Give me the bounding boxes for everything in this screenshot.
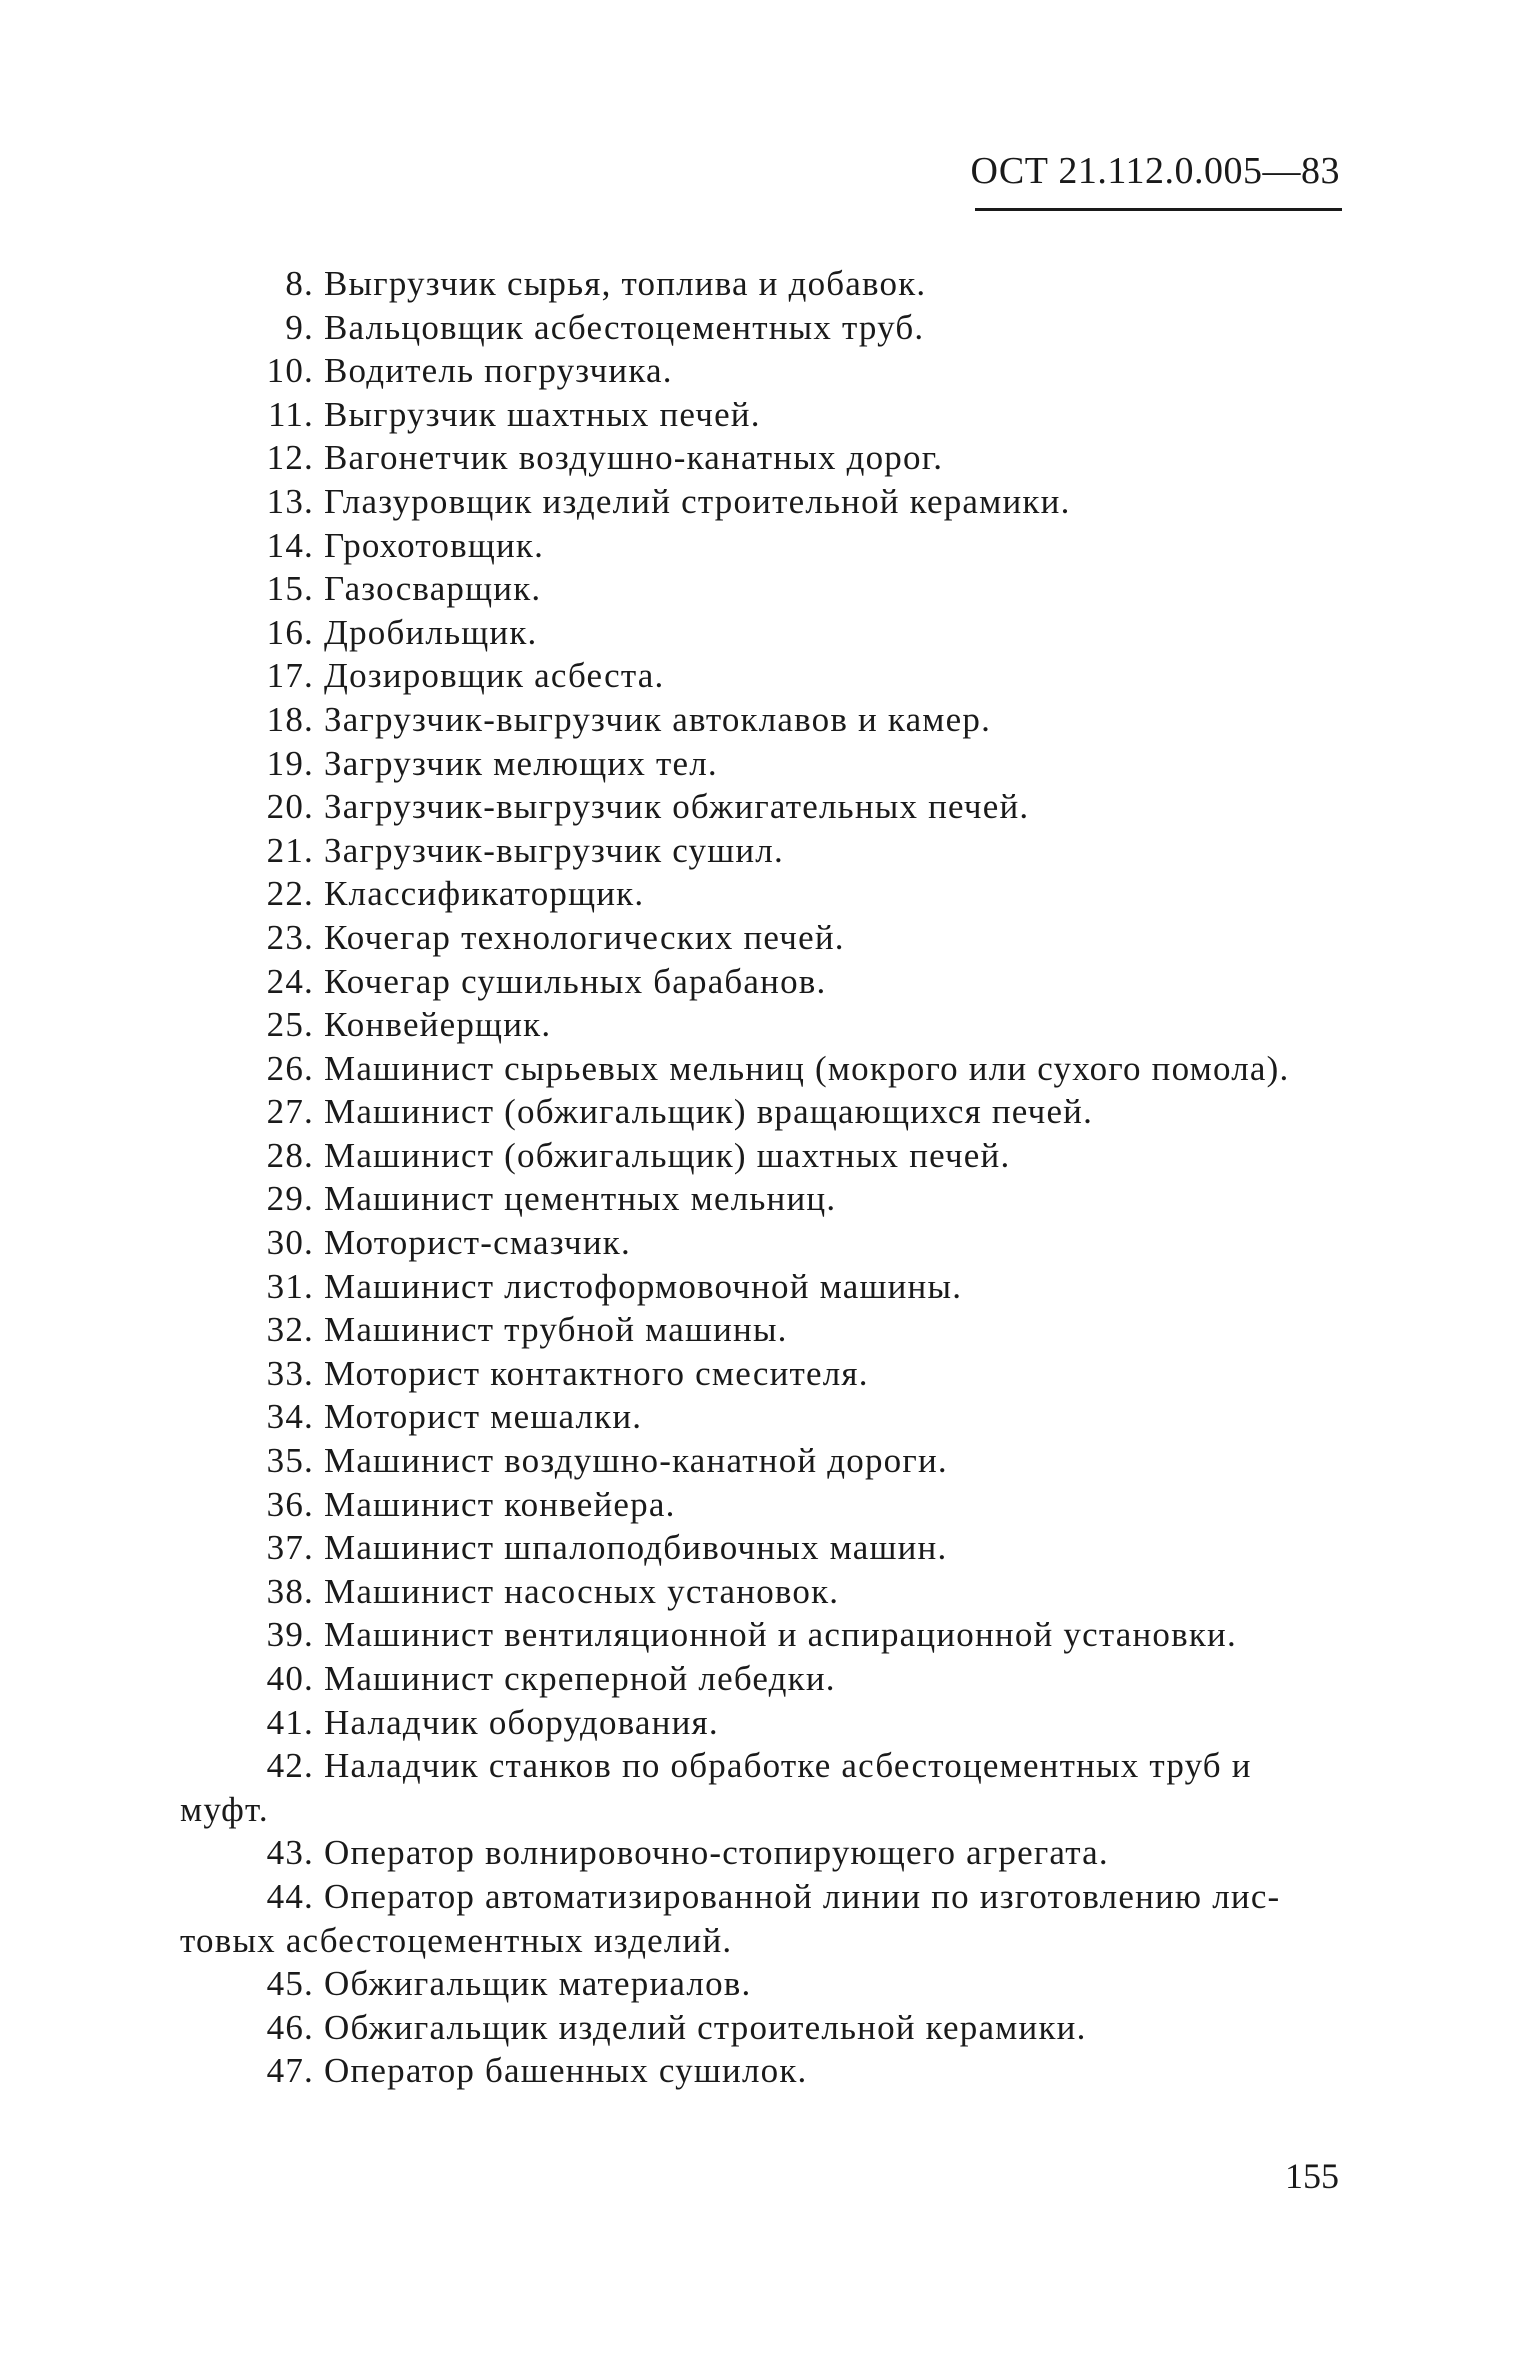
item-number: 15.	[266, 569, 314, 609]
item-text: Глазуровщик изделий строительной керамики.	[324, 481, 1071, 521]
item-number: 45.	[266, 1964, 314, 2004]
item-text: Машинист конвейера.	[324, 1484, 676, 1524]
item-text: Наладчик станков по обработке асбестоцементных труб и	[324, 1746, 1252, 1786]
item-number: 47.	[266, 2051, 314, 2091]
item-number: 40.	[266, 1659, 314, 1698]
item-number: 32.	[266, 1310, 314, 1350]
item-text: Газосварщик.	[324, 569, 542, 609]
item-text: Кочегар технологических печей.	[324, 917, 845, 957]
profession-list	[0, 262, 1535, 2093]
list-item	[0, 1090, 1535, 1134]
item-text: Машинист (обжигальщик) вращающихся печей.	[324, 1092, 1094, 1132]
item-text: Моторист контактного смесителя.	[324, 1353, 869, 1393]
list-item	[0, 1962, 1535, 2006]
item-text: Машинист (обжигальщик) шахтных печей.	[324, 1135, 1011, 1175]
list-item-continuation: товых асбестоцементных изделий.	[180, 1920, 733, 1960]
item-number: 29.	[266, 1179, 314, 1219]
list-item	[0, 1047, 1535, 1091]
item-text: Оператор волнировочно-стопирующего агрегата.	[324, 1833, 1109, 1873]
item-text: Грохотовщик.	[324, 525, 545, 565]
list-item	[0, 698, 1535, 742]
item-number: 27.	[266, 1092, 314, 1132]
item-text: Загрузчик мелющих тел.	[324, 743, 718, 783]
item-number: 21.	[266, 830, 314, 870]
item-number: 46.	[266, 2007, 314, 2047]
item-text: Оператор автоматизированной линии по изготовлению лис-	[324, 1876, 1281, 1916]
item-number: 10.	[266, 351, 314, 391]
item-number: 39.	[266, 1615, 314, 1655]
item-number: 26.	[266, 1048, 314, 1088]
item-number: 17.	[266, 656, 314, 696]
list-item	[0, 1701, 1535, 1745]
item-number: 25.	[266, 1005, 314, 1045]
list-item	[0, 1744, 1535, 1788]
item-text: Обжигальщик изделий строительной керамики.	[324, 2007, 1087, 2047]
list-item	[0, 654, 1535, 698]
item-number: 30.	[266, 1223, 314, 1263]
item-text: Дробильщик.	[324, 612, 538, 652]
item-number: 9.	[285, 307, 314, 347]
item-number: 43.	[266, 1833, 314, 1873]
item-number: 35.	[266, 1441, 314, 1481]
item-text: Машинист листоформовочной машины.	[324, 1266, 963, 1306]
item-text: Наладчик оборудования.	[324, 1702, 719, 1742]
item-number: 31.	[266, 1266, 314, 1306]
item-number: 13.	[266, 481, 314, 521]
list-item	[0, 2049, 1535, 2093]
list-item	[0, 960, 1535, 1004]
item-number: 33.	[266, 1353, 314, 1393]
item-text: Машинист трубной машины.	[324, 1310, 788, 1350]
item-text: Выгрузчик сырья, топлива и добавок.	[324, 264, 927, 303]
list-item	[0, 1134, 1535, 1178]
item-number: 23.	[266, 917, 314, 957]
item-number: 14.	[266, 525, 314, 565]
item-text: Дозировщик асбеста.	[324, 656, 665, 696]
item-number: 24.	[266, 961, 314, 1001]
list-item	[0, 916, 1535, 960]
list-item	[0, 1483, 1535, 1527]
item-text: Машинист цементных мельниц.	[324, 1179, 837, 1219]
list-item	[0, 1439, 1535, 1483]
item-number: 20.	[266, 787, 314, 827]
item-text: Загрузчик-выгрузчик обжигательных печей.	[324, 787, 1030, 827]
item-text: Вагонетчик воздушно-канатных дорог.	[324, 438, 944, 478]
list-item	[0, 1395, 1535, 1439]
item-text: Водитель погрузчика.	[324, 351, 673, 391]
item-text: Кочегар сушильных барабанов.	[324, 961, 827, 1001]
item-number: 41.	[266, 1702, 314, 1742]
item-number: 18.	[266, 699, 314, 739]
list-item	[0, 1177, 1535, 1221]
list-item	[0, 306, 1535, 350]
list-item	[0, 1221, 1535, 1265]
list-item	[0, 393, 1535, 437]
item-text: Моторист-смазчик.	[324, 1223, 631, 1263]
header-underline	[975, 208, 1342, 211]
item-number: 11.	[267, 394, 314, 434]
list-item	[0, 567, 1535, 611]
item-text: Машинист шпалоподбивочных машин.	[324, 1528, 948, 1568]
item-number: 42.	[266, 1746, 314, 1786]
item-number: 36.	[266, 1484, 314, 1524]
list-item	[0, 1657, 1535, 1701]
item-text: Машинист воздушно-канатной дороги.	[324, 1441, 948, 1481]
list-item	[0, 2006, 1535, 2050]
item-text: Загрузчик-выгрузчик автоклавов и камер.	[324, 699, 992, 739]
item-text: Загрузчик-выгрузчик сушил.	[324, 830, 784, 870]
list-item	[0, 524, 1535, 568]
item-text: Конвейерщик.	[324, 1005, 552, 1045]
item-text: Машинист насосных установок.	[324, 1571, 840, 1611]
list-item	[0, 872, 1535, 916]
item-number: 37.	[266, 1528, 314, 1568]
list-item	[0, 1352, 1535, 1396]
list-item	[0, 1875, 1535, 1919]
list-item	[0, 1570, 1535, 1614]
list-item	[0, 436, 1535, 480]
item-text: Машинист сырьевых мельниц (мокрого или сухого помола).	[324, 1048, 1290, 1088]
item-text: Моторист мешалки.	[324, 1397, 643, 1437]
list-item-continuation: муфт.	[180, 1789, 269, 1829]
list-item	[0, 742, 1535, 786]
list-item	[0, 1613, 1535, 1657]
list-item	[0, 1265, 1535, 1309]
item-number: 44.	[266, 1876, 314, 1916]
list-item	[0, 1831, 1535, 1875]
item-text: Вальцовщик асбестоцементных труб.	[324, 307, 925, 347]
page-number: 155	[1285, 2156, 1339, 2196]
item-number: 19.	[266, 743, 314, 783]
item-number: 12.	[266, 438, 314, 478]
list-item	[0, 1526, 1535, 1570]
item-number: 34.	[266, 1397, 314, 1437]
item-number: 16.	[266, 612, 314, 652]
item-text: Классификаторщик.	[324, 874, 645, 914]
item-text: Обжигальщик материалов.	[324, 1964, 752, 2004]
list-item	[0, 611, 1535, 655]
list-item	[0, 262, 1535, 306]
item-number: 8.	[285, 264, 314, 303]
list-item	[0, 829, 1535, 873]
item-text: Машинист скреперной лебедки.	[324, 1659, 836, 1698]
list-item	[0, 480, 1535, 524]
item-number: 28.	[266, 1135, 314, 1175]
document-code: ОСТ 21.112.0.005—83	[970, 150, 1340, 192]
list-item	[0, 349, 1535, 393]
item-text: Выгрузчик шахтных печей.	[324, 394, 761, 434]
list-item	[0, 1308, 1535, 1352]
item-number: 38.	[266, 1571, 314, 1611]
list-item	[0, 785, 1535, 829]
item-text: Машинист вентиляционной и аспирационной установки.	[324, 1615, 1237, 1655]
list-item	[0, 1003, 1535, 1047]
item-number: 22.	[266, 874, 314, 914]
item-text: Оператор башенных сушилок.	[324, 2051, 808, 2091]
